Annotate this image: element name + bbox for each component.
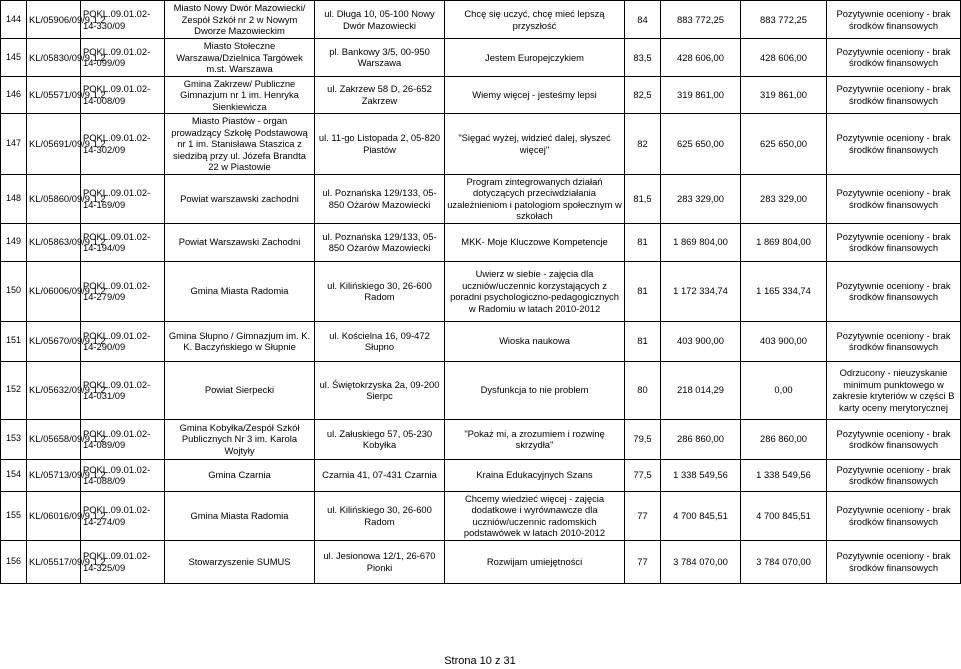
points-score: 79,5 (625, 419, 661, 459)
granted-value: 3 784 070,00 (741, 540, 827, 583)
beneficiary-name: Stowarzyszenie SUMUS (165, 540, 315, 583)
points-score: 82 (625, 114, 661, 175)
total-value: 883 772,25 (661, 1, 741, 39)
total-value: 283 329,00 (661, 174, 741, 223)
row-number: 153 (1, 419, 27, 459)
table-row (1, 39, 961, 77)
pokl-number: POKL.09.01.02-14-290/09 (81, 321, 165, 361)
evaluation-status: Pozytywnie oceniony - brak środków finansowych (827, 223, 961, 261)
pokl-number: POKL.09.01.02-14-279/09 (81, 261, 165, 321)
page-number: Strona 10 z 31 (444, 655, 516, 667)
kl-number: KL/05713/09/9.1.2 (27, 459, 81, 491)
evaluation-status: Pozytywnie oceniony - brak środków finansowych (827, 174, 961, 223)
total-value: 625 650,00 (661, 114, 741, 175)
table-row (1, 114, 961, 175)
beneficiary-name: Gmina Zakrzew/ Publiczne Gimnazjum nr 1 im. Henryka Sienkiewicza (165, 76, 315, 114)
row-number: 152 (1, 361, 27, 419)
granted-value: 1 338 549,56 (741, 459, 827, 491)
points-score: 81 (625, 223, 661, 261)
beneficiary-address: ul. Poznańska 129/133, 05-850 Ożarów Mazowiecki (315, 223, 445, 261)
project-title: Chcemy wiedzieć więcej - zajęcia dodatkowe i wyrównawcze dla uczniów/uczennic radomskich podstawówek w latach 2010-2012 (445, 491, 625, 540)
beneficiary-address: ul. Zakrzew 58 D, 26-652 Zakrzew (315, 76, 445, 114)
evaluation-status: Odrzucony - nieuzyskanie minimum punktowego w zakresie kryteriów w części B karty oceny merytorycznej (827, 361, 961, 419)
points-score: 82,5 (625, 76, 661, 114)
row-number: 154 (1, 459, 27, 491)
project-title: "Sięgać wyżej, widzieć dalej, słyszeć więcej" (445, 114, 625, 175)
kl-number: KL/05658/09/9.1.2 (27, 419, 81, 459)
row-number: 144 (1, 1, 27, 39)
table-row (1, 261, 961, 321)
points-score: 81 (625, 321, 661, 361)
granted-value: 4 700 845,51 (741, 491, 827, 540)
beneficiary-name: Miasto Piastów - organ prowadzący Szkołę Podstawową nr 1 im. Stanisława Staszica z siedzibą przy ul. Józefa Brandta 22 w Piastowie (165, 114, 315, 175)
pokl-number: POKL.09.01.02-14-302/09 (81, 114, 165, 175)
beneficiary-name: Gmina Miasta Radomia (165, 491, 315, 540)
total-value: 1 338 549,56 (661, 459, 741, 491)
beneficiary-name: Powiat warszawski zachodni (165, 174, 315, 223)
pokl-number: POKL.09.01.02-14-099/09 (81, 39, 165, 77)
row-number: 145 (1, 39, 27, 77)
row-number: 150 (1, 261, 27, 321)
kl-number: KL/05860/09/9.1.2 (27, 174, 81, 223)
granted-value: 883 772,25 (741, 1, 827, 39)
project-title: Uwierz w siebie - zajęcia dla uczniów/uczennic korzystających z poradni psychologiczno-pedagogicznych w Radomiu w latach 2010-2012 (445, 261, 625, 321)
points-score: 81 (625, 261, 661, 321)
evaluation-status: Pozytywnie oceniony - brak środków finansowych (827, 459, 961, 491)
beneficiary-address: ul. Kościelna 16, 09-472 Słupno (315, 321, 445, 361)
total-value: 1 869 804,00 (661, 223, 741, 261)
kl-number: KL/06016/09/9.1.2 (27, 491, 81, 540)
kl-number: KL/05830/09/9.1.2 (27, 39, 81, 77)
table-row (1, 174, 961, 223)
kl-number: KL/05517/09/9.1.2 (27, 540, 81, 583)
total-value: 4 700 845,51 (661, 491, 741, 540)
table-row (1, 491, 961, 540)
beneficiary-address: pl. Bankowy 3/5, 00-950 Warszawa (315, 39, 445, 77)
project-title: Chcę się uczyć, chcę mieć lepszą przyszłość (445, 1, 625, 39)
beneficiary-name: Gmina Słupno / Gimnazjum im. K. K. Baczyńskiego w Słupnie (165, 321, 315, 361)
row-number: 148 (1, 174, 27, 223)
kl-number: KL/05906/09/9.1.2 (27, 1, 81, 39)
table-row (1, 419, 961, 459)
beneficiary-address: ul. Długa 10, 05-100 Nowy Dwór Mazowiecki (315, 1, 445, 39)
kl-number: KL/05670/09/9.1.2 (27, 321, 81, 361)
granted-value: 1 165 334,74 (741, 261, 827, 321)
total-value: 403 900,00 (661, 321, 741, 361)
beneficiary-name: Gmina Kobyłka/Zespół Szkół Publicznych Nr 3 im. Karola Wojtyły (165, 419, 315, 459)
pokl-number: POKL.09.01.02-14-274/09 (81, 491, 165, 540)
beneficiary-name: Miasto Nowy Dwór Mazowiecki/ Zespół Szkół nr 2 w Nowym Dworze Mazowieckim (165, 1, 315, 39)
granted-value: 1 869 804,00 (741, 223, 827, 261)
table-row (1, 1, 961, 39)
project-title: Kraina Edukacyjnych Szans (445, 459, 625, 491)
project-title: Wioska naukowa (445, 321, 625, 361)
evaluation-status: Pozytywnie oceniony - brak środków finansowych (827, 321, 961, 361)
total-value: 319 861,00 (661, 76, 741, 114)
row-number: 155 (1, 491, 27, 540)
project-title: Jestem Europejczykiem (445, 39, 625, 77)
pokl-number: POKL.09.01.02-14-330/09 (81, 1, 165, 39)
project-title: "Pokaż mi, a zrozumiem i rozwinę skrzydła" (445, 419, 625, 459)
table-row (1, 540, 961, 583)
kl-number: KL/05632/09/9.1.2 (27, 361, 81, 419)
row-number: 147 (1, 114, 27, 175)
beneficiary-name: Powiat Sierpecki (165, 361, 315, 419)
granted-value: 625 650,00 (741, 114, 827, 175)
beneficiary-address: ul. Załuskiego 57, 05-230 Kobyłka (315, 419, 445, 459)
beneficiary-address: Czarnia 41, 07-431 Czarnia (315, 459, 445, 491)
granted-value: 0,00 (741, 361, 827, 419)
table-row (1, 361, 961, 419)
beneficiary-name: Gmina Czarnia (165, 459, 315, 491)
beneficiary-address: ul. Świętokrzyska 2a, 09-200 Sierpc (315, 361, 445, 419)
row-number: 151 (1, 321, 27, 361)
pokl-number: POKL.09.01.02-14-088/09 (81, 459, 165, 491)
evaluation-status: Pozytywnie oceniony - brak środków finansowych (827, 419, 961, 459)
beneficiary-address: ul. 11-go Listopada 2, 05-820 Piastów (315, 114, 445, 175)
evaluation-status: Pozytywnie oceniony - brak środków finansowych (827, 39, 961, 77)
points-score: 84 (625, 1, 661, 39)
points-score: 77 (625, 540, 661, 583)
points-score: 81,5 (625, 174, 661, 223)
points-score: 77 (625, 491, 661, 540)
beneficiary-address: ul. Kilińskiego 30, 26-600 Radom (315, 491, 445, 540)
pokl-number: POKL.09.01.02-14-089/09 (81, 419, 165, 459)
pokl-number: POKL.09.01.02-14-008/09 (81, 76, 165, 114)
points-score: 83,5 (625, 39, 661, 77)
beneficiary-name: Miasto Stołeczne Warszawa/Dzielnica Targówek m.st. Warszawa (165, 39, 315, 77)
kl-number: KL/05863/09/9.1.2 (27, 223, 81, 261)
pokl-number: POKL.09.01.02-14-194/09 (81, 223, 165, 261)
table-row (1, 321, 961, 361)
pokl-number: POKL.09.01.02-14-031/09 (81, 361, 165, 419)
total-value: 3 784 070,00 (661, 540, 741, 583)
points-score: 77,5 (625, 459, 661, 491)
table-row (1, 223, 961, 261)
granted-value: 403 900,00 (741, 321, 827, 361)
evaluation-status: Pozytywnie oceniony - brak środków finansowych (827, 491, 961, 540)
project-title: Dysfunkcja to nie problem (445, 361, 625, 419)
granted-value: 319 861,00 (741, 76, 827, 114)
table-body (1, 1, 961, 584)
table-row (1, 76, 961, 114)
evaluation-status: Pozytywnie oceniony - brak środków finansowych (827, 540, 961, 583)
pokl-number: POKL.09.01.02-14-169/09 (81, 174, 165, 223)
beneficiary-address: ul. Jesionowa 12/1, 26-670 Pionki (315, 540, 445, 583)
evaluation-status: Pozytywnie oceniony - brak środków finansowych (827, 261, 961, 321)
total-value: 218 014,29 (661, 361, 741, 419)
beneficiary-address: ul. Kilińskiego 30, 26-600 Radom (315, 261, 445, 321)
evaluation-status: Pozytywnie oceniony - brak środków finansowych (827, 76, 961, 114)
evaluation-status: Pozytywnie oceniony - brak środków finansowych (827, 114, 961, 175)
kl-number: KL/06006/09/9.1.2 (27, 261, 81, 321)
granted-value: 286 860,00 (741, 419, 827, 459)
row-number: 156 (1, 540, 27, 583)
project-title: MKK- Moje Kluczowe Kompetencje (445, 223, 625, 261)
project-title: Rozwijam umiejętności (445, 540, 625, 583)
kl-number: KL/05571/09/9.1.2 (27, 76, 81, 114)
beneficiary-name: Gmina Miasta Radomia (165, 261, 315, 321)
row-number: 149 (1, 223, 27, 261)
table-row (1, 459, 961, 491)
beneficiary-name: Powiat Warszawski Zachodni (165, 223, 315, 261)
kl-number: KL/05691/09/9.1.2 (27, 114, 81, 175)
project-title: Wiemy więcej - jesteśmy lepsi (445, 76, 625, 114)
granted-value: 428 606,00 (741, 39, 827, 77)
evaluation-status: Pozytywnie oceniony - brak środków finansowych (827, 1, 961, 39)
beneficiary-address: ul. Poznańska 129/133, 05-850 Ożarów Mazowiecki (315, 174, 445, 223)
total-value: 286 860,00 (661, 419, 741, 459)
row-number: 146 (1, 76, 27, 114)
total-value: 1 172 334,74 (661, 261, 741, 321)
project-title: Program zintegrowanych działań dotyczących przeciwdziałania uzależnieniom i patologiom społecznym w szkołach (445, 174, 625, 223)
total-value: 428 606,00 (661, 39, 741, 77)
points-score: 80 (625, 361, 661, 419)
granted-value: 283 329,00 (741, 174, 827, 223)
pokl-number: POKL.09.01.02-14-325/09 (81, 540, 165, 583)
